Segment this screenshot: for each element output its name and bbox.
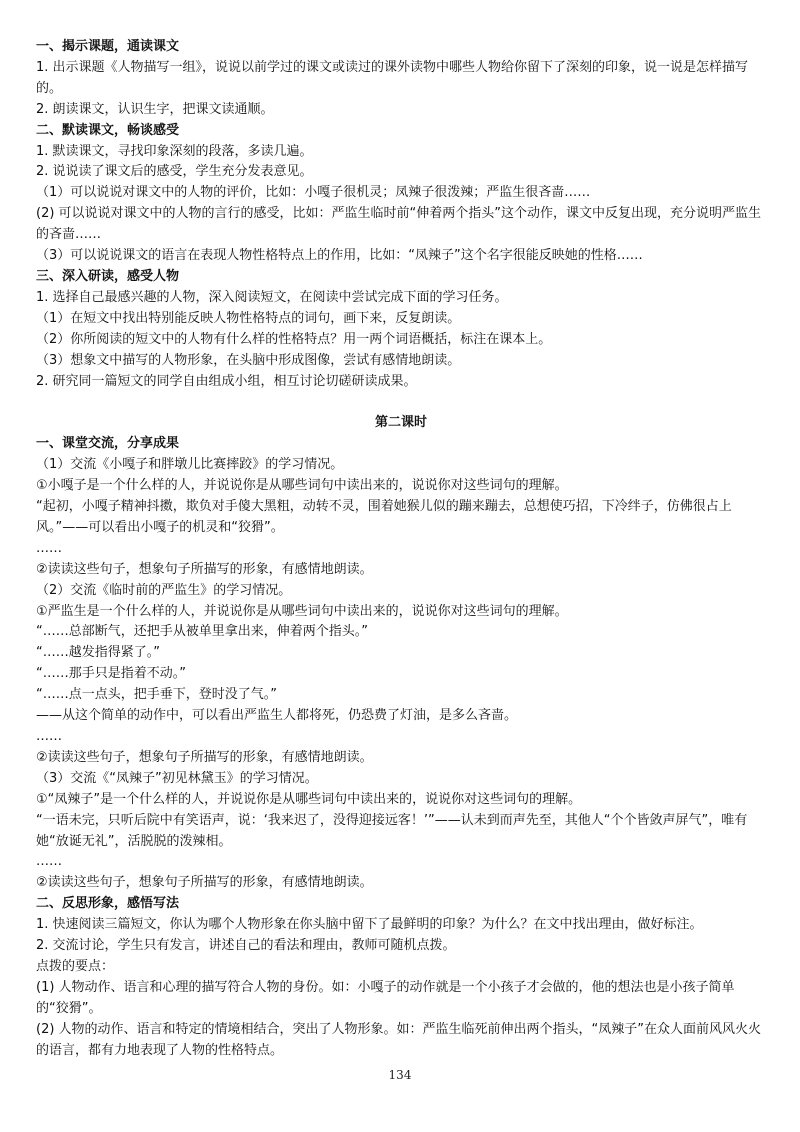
paragraph: （3）想象文中描写的人物形象，在头脑中形成图像，尝试有感情地朗读。 <box>36 352 461 368</box>
paragraph: “起初，小嘎子精神抖擞，欺负对手傻大黑粗，动转不灵，围着她猴儿似的蹦来蹦去，总想使巧招，下冷绊子，仿佛很占上风。”——可以看出小嘎子的机灵和“狡猾”。 <box>36 499 732 535</box>
section-gap <box>36 392 766 413</box>
paragraph: “一语未完，只听后院中有笑语声，说：‘我来迟了，没得迎接远客！’”——认未到而声先至，其他人“个个皆敛声屏气”，唯有她“放诞无礼”，活脱脱的泼辣相。 <box>36 812 748 849</box>
paragraph: （2）你所阅读的短文中的人物有什么样的性格特点？用一两个词语概括，标注在课本上。 <box>36 331 552 347</box>
paragraph: 点拨的要点： <box>36 958 115 974</box>
paragraph: …… <box>36 854 62 870</box>
paragraph: “……那手只是指着不动。” <box>36 666 186 682</box>
paragraph: ①严监生是一个什么样的人，并说说你是从哪些词句中读出来的，说说你对这些词句的理解。 <box>36 603 568 619</box>
paragraph: …… <box>36 540 62 556</box>
paragraph: 1. 出示课题《人物描写一组》，说说以前学过的课文或读过的课外读物中哪些人物给你留下了深刻的印象，说一说是怎样描写的。 <box>36 59 749 96</box>
paragraph: 1. 快速阅读三篇短文，你认为哪个人物形象在你头脑中留下了最鲜明的印象？为什么？在文中找出理由，做好标注。 <box>36 917 703 933</box>
section-heading: 二、反思形象，感悟写法 <box>36 896 180 912</box>
paragraph: ①小嘎子是一个什么样的人，并说说你是从哪些词句中读出来的，说说你对这些词句的理解。 <box>36 478 568 494</box>
section-heading: 三、深入研读，感受人物 <box>36 268 180 284</box>
paragraph: ②读读这些句子，想象句子所描写的形象，有感情地朗读。 <box>36 875 373 891</box>
document-body <box>36 37 766 1062</box>
paragraph: 2. 说说读了课文后的感受，学生充分发表意见。 <box>36 164 313 180</box>
paragraph: 2. 朗读课文，认识生字，把课文读通顺。 <box>36 101 274 117</box>
section-heading: 一、课堂交流，分享成果 <box>36 436 180 452</box>
paragraph: “……越发指得紧了。” <box>36 645 160 661</box>
paragraph: 2. 交流讨论，学生只有发言，讲述自己的看法和理由，教师可随机点拨。 <box>36 938 456 954</box>
section-heading: 二、默读课文，畅谈感受 <box>36 122 180 138</box>
paragraph: （1）在短文中找出特别能反映人物性格特点的词句，画下来，反复朗读。 <box>36 310 461 326</box>
paragraph: ②读读这些句子，想象句子所描写的形象，有感情地朗读。 <box>36 561 373 577</box>
paragraph: (2) 可以说说对课文中的人物的言行的感受，比如：严监生临时前“伸着两个指头”这个动作，课文中反复出现，充分说明严监生的吝啬…… <box>36 206 762 243</box>
paragraph: （2）交流《临时前的严监生》的学习情况。 <box>36 582 292 598</box>
paragraph: ②读读这些句子，想象句子所描写的形象，有感情地朗读。 <box>36 749 373 765</box>
paragraph: 1. 选择自己最感兴趣的人物，深入阅读短文，在阅读中尝试完成下面的学习任务。 <box>36 289 508 305</box>
paragraph: …… <box>36 729 62 744</box>
page-number: 134 <box>388 1068 412 1082</box>
paragraph: （3）交流《“凤辣子”初见林黛玉》的学习情况。 <box>36 770 318 786</box>
paragraph: 2. 研究同一篇短文的同学自由组成小组，相互讨论切磋研读成果。 <box>36 373 417 389</box>
lesson-title: 第二课时 <box>374 415 427 431</box>
paragraph: “……点一点头，把手垂下，登时没了气。” <box>36 687 277 703</box>
paragraph: （1）交流《小嘎子和胖墩儿比赛摔跤》的学习情况。 <box>36 457 344 473</box>
paragraph: “……总部断气，还把手从被单里拿出来，伸着两个指头。” <box>36 624 368 640</box>
paragraph: （3）可以说说课文的语言在表现人物性格特点上的作用，比如：“凤辣子”这个名字很能反映她的性格…… <box>36 248 643 264</box>
paragraph: ——从这个简单的动作中，可以看出严监生人都将死，仍恐费了灯油，是多么吝啬。 <box>36 708 518 724</box>
section-heading: 一、揭示课题，通读课文 <box>36 39 180 54</box>
paragraph: 1. 默读课文，寻找印象深刻的段落，多读几遍。 <box>36 143 313 159</box>
paragraph: （1）可以说说对课文中的人物的评价，比如：小嘎子很机灵；凤辣子很泼辣；严监生很吝啬…… <box>36 185 591 201</box>
paragraph: (1) 人物动作、语言和心理的描写符合人物的身份。如：小嘎子的动作就是一个小孩子才会做的，他的想法也是小孩子简单的“狡猾”。 <box>36 979 735 1016</box>
paragraph: ①“凤辣子”是一个什么样的人，并说说你是从哪些词句中读出来的，说说你对这些词句的理解。 <box>36 791 582 807</box>
paragraph: (2) 人物的动作、语言和特定的情境相结合，突出了人物形象。如：严监生临死前伸出两个指头，“凤辣子”在众人面前风风火火的语言，都有力地表现了人物的性格特点。 <box>36 1021 762 1058</box>
